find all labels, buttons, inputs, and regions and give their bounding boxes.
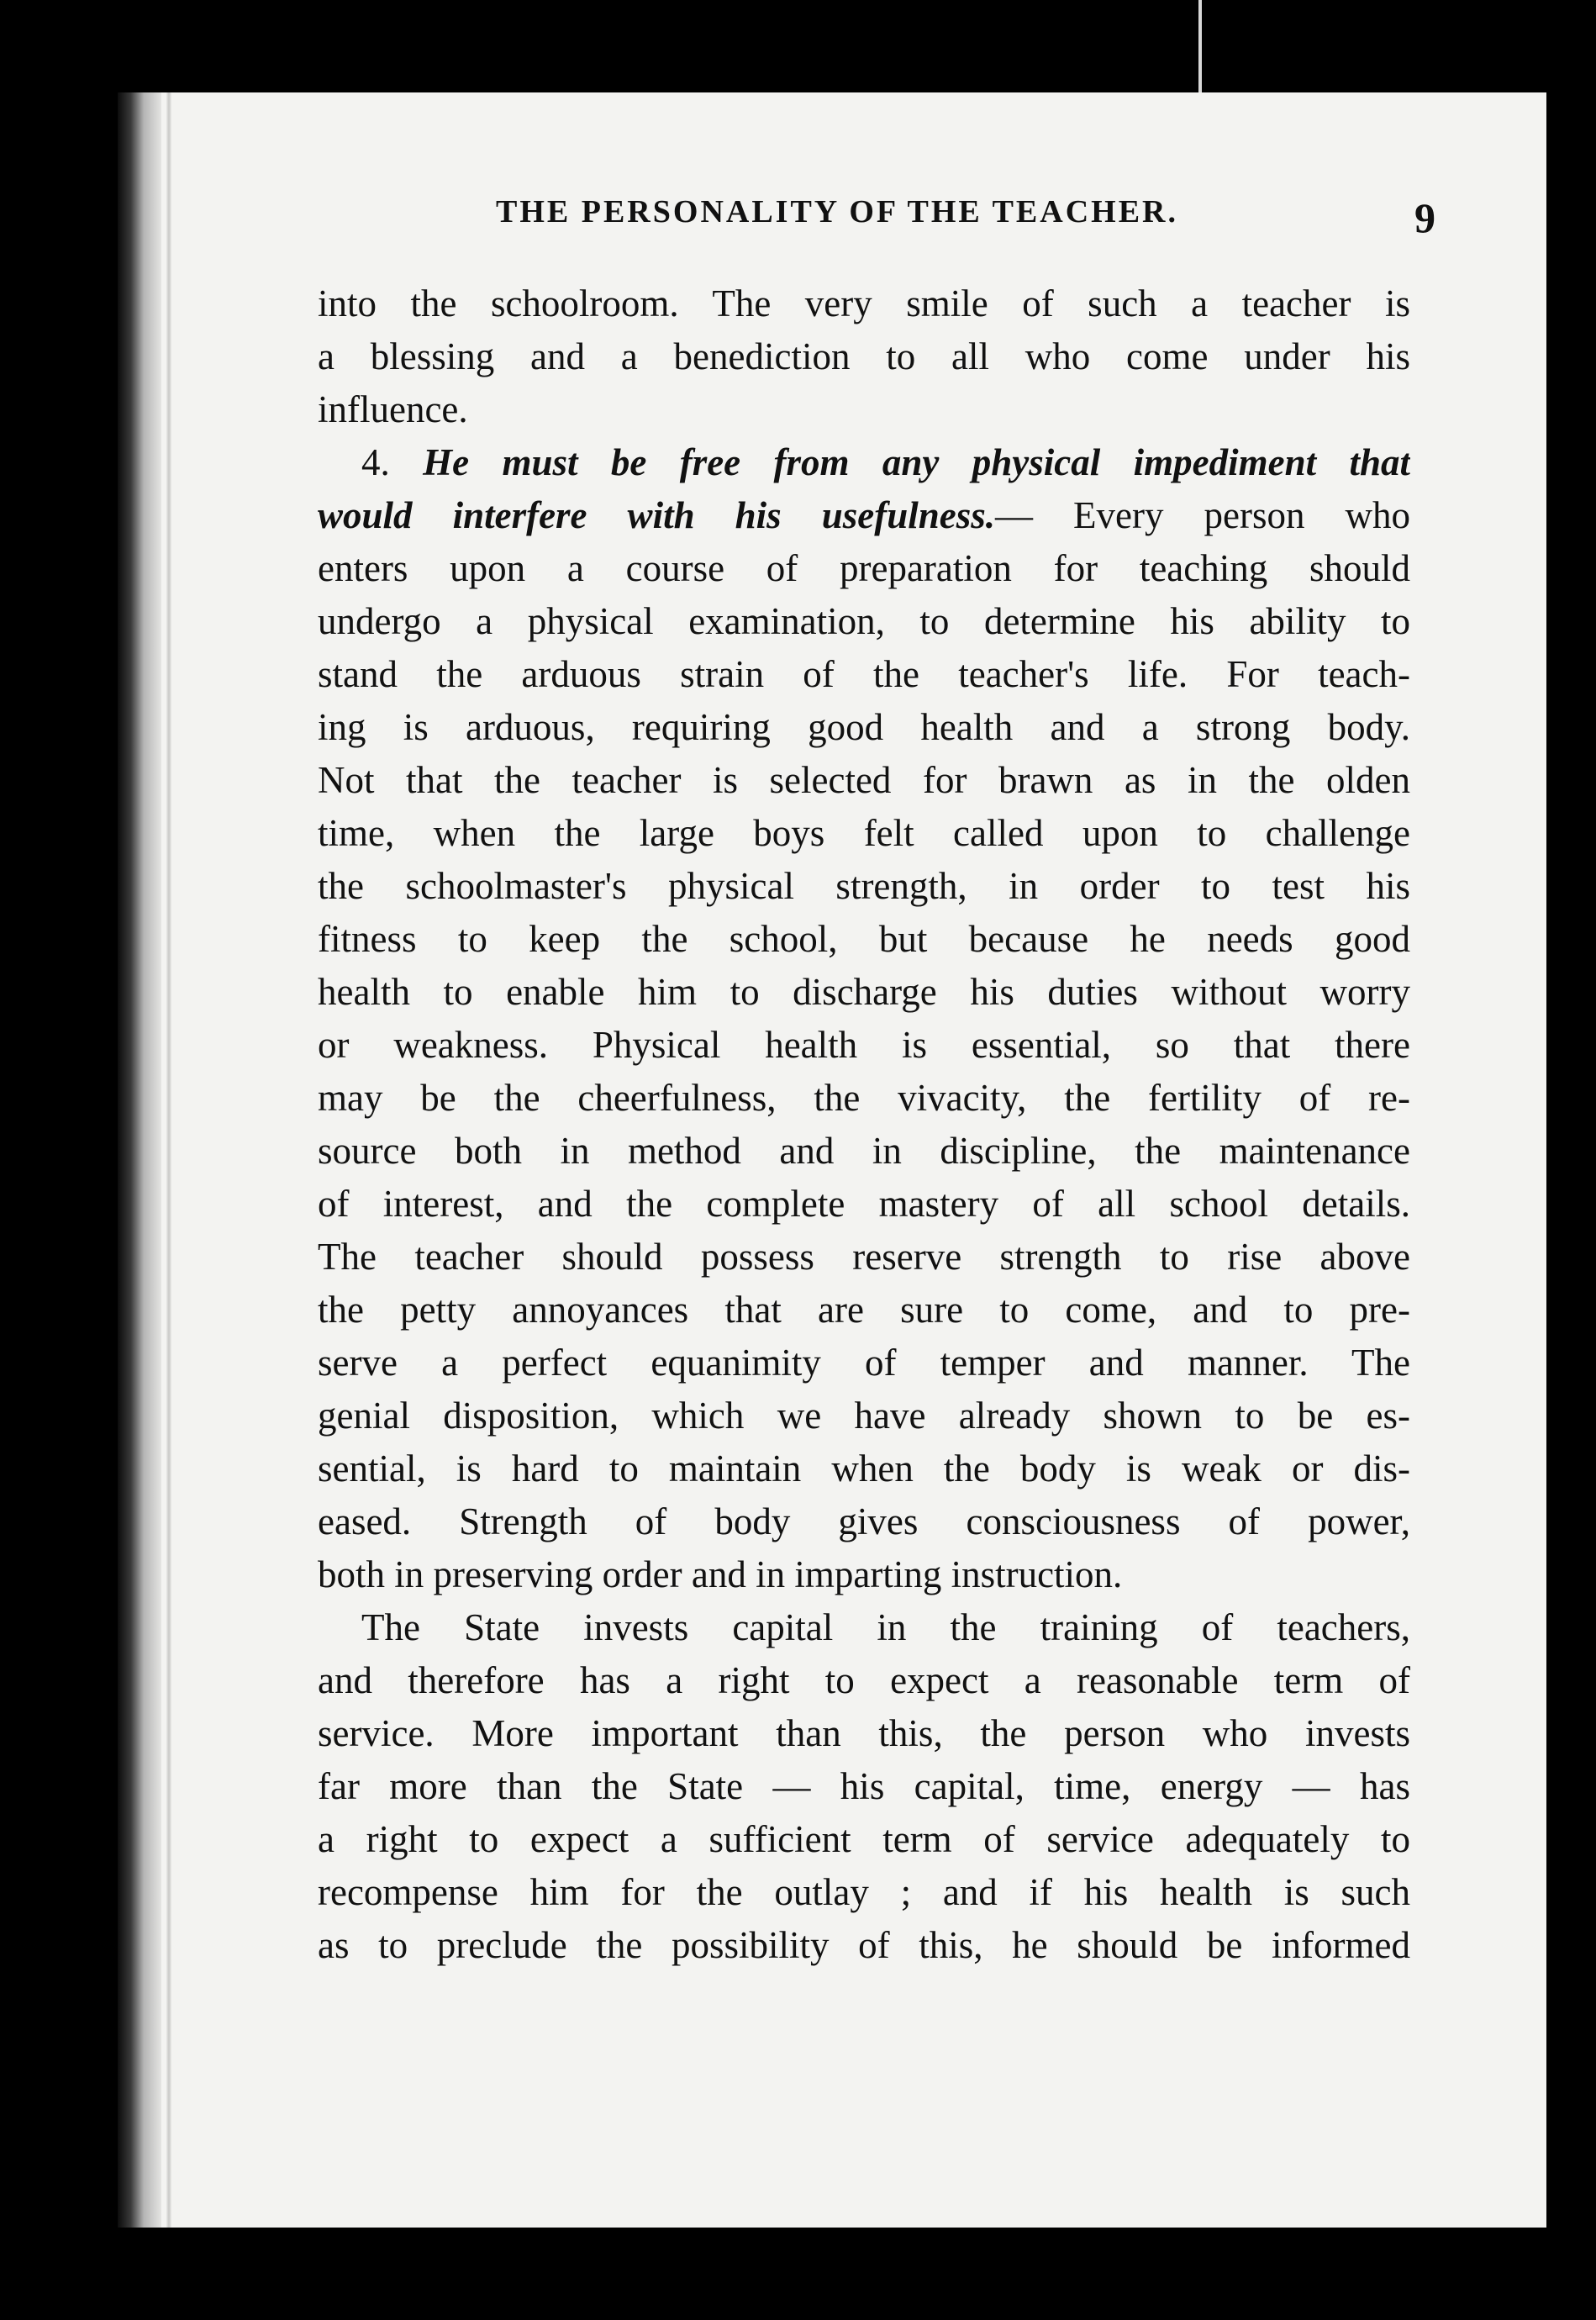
- text-line: fitness to keep the school, but because he needs good: [318, 918, 1410, 960]
- text-line: recompense him for the outlay ; and if his health is such: [318, 1871, 1410, 1913]
- page-content: [286, 168, 1446, 2101]
- book-gutter-shadow: [118, 92, 161, 2228]
- text-line: and therefore has a right to expect a reasonable term of: [318, 1659, 1410, 1701]
- text-line: The State invests capital in the training of teachers,: [361, 1606, 1410, 1648]
- text-line: The teacher should possess reserve strength to rise above: [318, 1236, 1410, 1278]
- running-head: [286, 193, 1446, 244]
- section-heading: He must be free from any physical impediment that: [423, 441, 1410, 483]
- text-line: service. More important than this, the person who invests: [318, 1712, 1410, 1754]
- text-line: enters upon a course of preparation for teaching should: [318, 547, 1410, 589]
- text-line: of interest, and the complete mastery of all school details.: [318, 1183, 1410, 1225]
- section-number: 4.: [361, 441, 390, 483]
- text-line: health to enable him to discharge his duties without worry: [318, 971, 1410, 1013]
- text-line: [318, 489, 1410, 542]
- text-line: genial disposition, which we have already shown to be es-: [318, 1395, 1410, 1437]
- text-line: ing is arduous, requiring good health and a strong body.: [318, 706, 1410, 748]
- text-line: into the schoolroom. The very smile of such a teacher is: [318, 282, 1410, 324]
- text-line: sential, is hard to maintain when the body is weak or dis-: [318, 1447, 1410, 1490]
- film-edge-mark: [1198, 0, 1202, 92]
- text-line: [318, 436, 1410, 489]
- text-line: undergo a physical examination, to determine his ability to: [318, 600, 1410, 642]
- text-line: time, when the large boys felt called upon to challenge: [318, 812, 1410, 854]
- text-line: Not that the teacher is selected for brawn as in the olden: [318, 759, 1410, 801]
- text-line: a right to expect a sufficient term of service adequately to: [318, 1818, 1410, 1860]
- text-line: serve a perfect equanimity of temper and manner. The: [318, 1342, 1410, 1384]
- text-line: as to preclude the possibility of this, he should be informed: [318, 1924, 1410, 1966]
- text-line: both in preserving order and in imparting instruction.: [318, 1553, 1123, 1595]
- page-number: 9: [1414, 194, 1435, 241]
- text-fragment: — Every person who: [995, 494, 1410, 536]
- text-line: the schoolmaster's physical strength, in order to test his: [318, 865, 1410, 907]
- text-line: the petty annoyances that are sure to come, and to pre-: [318, 1289, 1410, 1331]
- text-line: or weakness. Physical health is essential, so that there: [318, 1024, 1410, 1066]
- body-text: [318, 277, 1410, 1972]
- text-line: source both in method and in discipline, the maintenance: [318, 1130, 1410, 1172]
- text-line: influence.: [318, 388, 468, 430]
- text-line: a blessing and a benediction to all who come under his: [318, 335, 1410, 377]
- text-line: may be the cheerfulness, the vivacity, the fertility of re-: [318, 1077, 1410, 1119]
- running-title: THE PERSONALITY OF THE TEACHER.: [496, 194, 1178, 229]
- section-heading: would interfere with his usefulness.: [318, 494, 995, 536]
- text-line: far more than the State — his capital, time, energy — has: [318, 1765, 1410, 1807]
- text-line: eased. Strength of body gives consciousness of power,: [318, 1500, 1410, 1542]
- book-gutter-edge: [166, 92, 171, 2228]
- text-line: stand the arduous strain of the teacher's life. For teach-: [318, 653, 1410, 695]
